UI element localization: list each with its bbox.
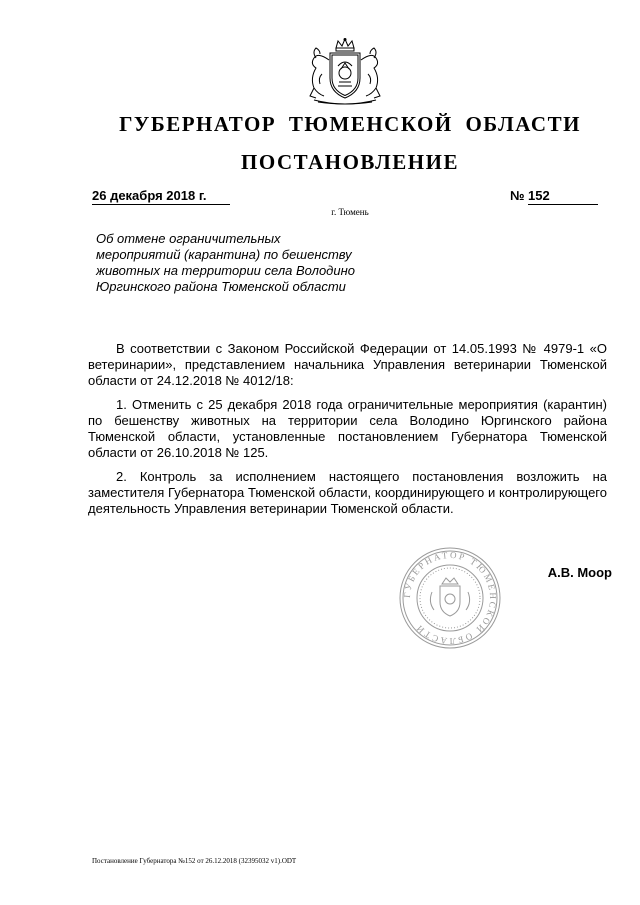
authority-title: ГУБЕРНАТОР ТЮМЕНСКОЙ ОБЛАСТИ: [119, 112, 581, 136]
number-sign: №: [510, 188, 525, 203]
number-value: 152: [528, 188, 598, 205]
document-date: 26 декабря 2018 г.: [92, 188, 230, 205]
item-2-paragraph: 2. Контроль за исполнением настоящего постановления возложить на заместителя Губернатора Тюменской области, координирующего и контролирующего деятельность Управления ветеринарии Тюменской области.: [88, 469, 607, 516]
subject-line: животных на территории села Володино: [96, 263, 355, 278]
document-body: [88, 341, 607, 525]
subject-line: мероприятий (карантина) по бешенству: [96, 247, 352, 262]
subject-line: Юргинского района Тюменской области: [96, 279, 346, 294]
tyumen-region-coat-of-arms-icon: [300, 38, 390, 108]
document-subject: [96, 231, 396, 295]
item-1-paragraph: 1. Отменить с 25 декабря 2018 года ограничительные мероприятия (карантин) по бешенству животных на территории села Володино Юргинского района Тюменской области, установленные постановлением Губернатора Тюменской области от 26.10.2018 № 125.: [88, 397, 607, 460]
document-city: г. Тюмень: [331, 207, 369, 217]
seal-text: ГУБЕРНАТОР ТЮМЕНСКОЙ ОБЛАСТИ: [401, 549, 499, 647]
signer-name: А.В. Моор: [547, 565, 612, 580]
document-type-title: ПОСТАНОВЛЕНИЕ: [241, 150, 459, 174]
document-number: [510, 188, 604, 205]
preamble-paragraph: В соответствии с Законом Российской Федерации от 14.05.1993 № 4979-1 «О ветеринарии», представлением начальника Управления ветеринарии Тюменской области от 24.12.2018 № 4012/18:: [88, 341, 607, 388]
subject-line: Об отмене ограничительных: [96, 231, 281, 246]
official-seal-icon: [398, 546, 502, 650]
footer-file-reference: Постановление Губернатора №152 от 26.12.2018 (32395032 v1).ODT: [92, 857, 297, 865]
